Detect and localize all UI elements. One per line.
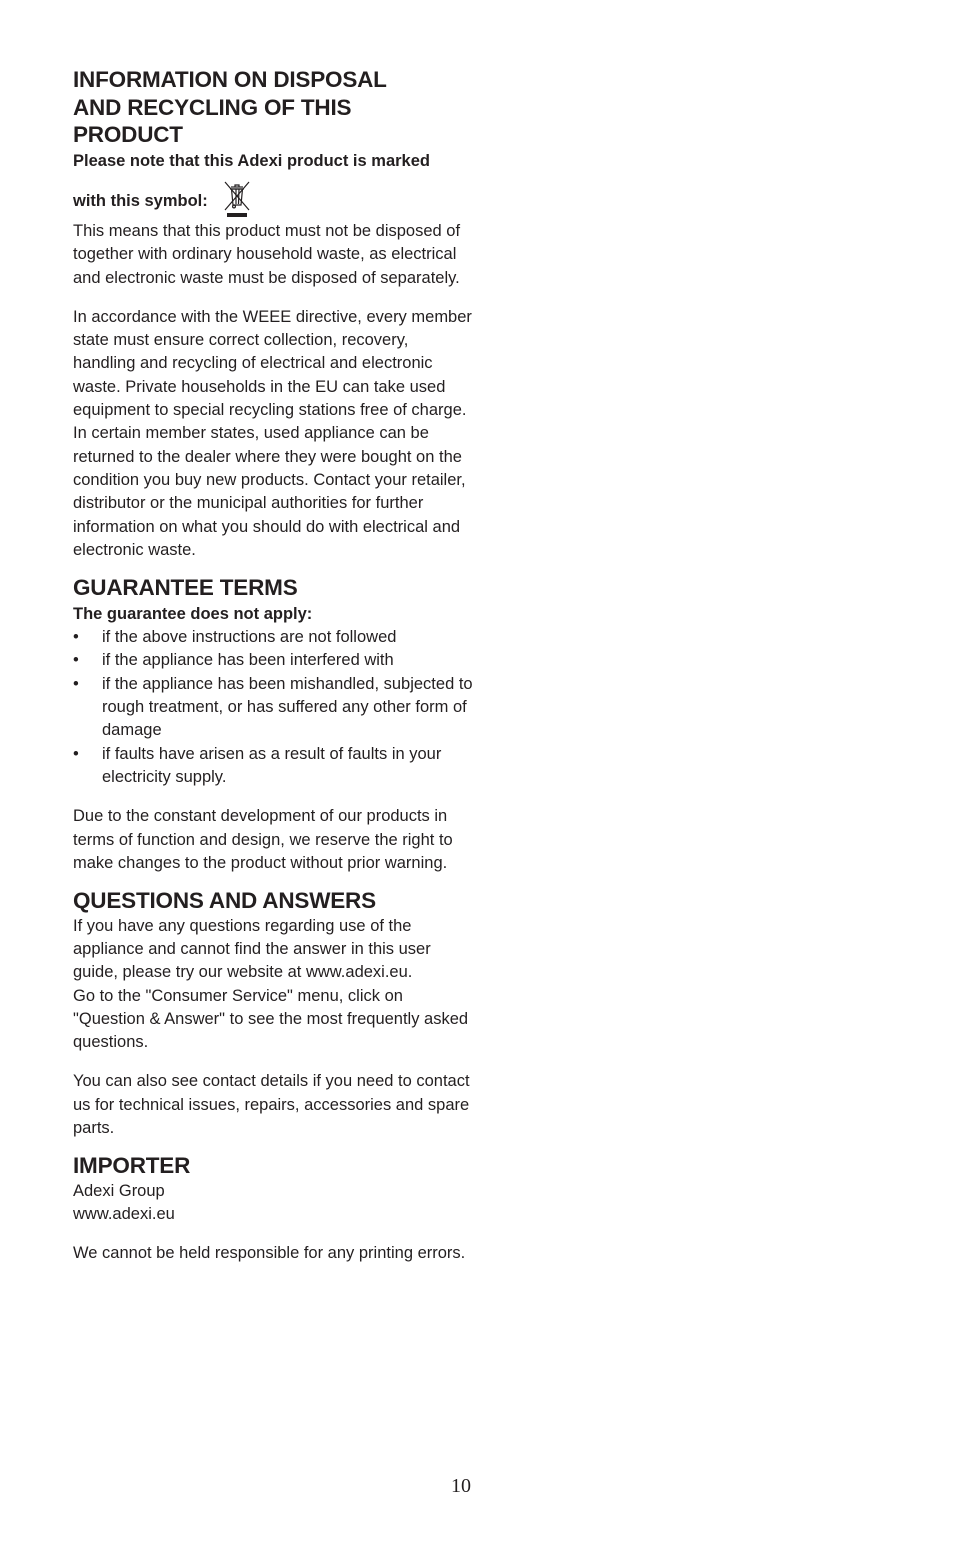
importer-title: IMPORTER bbox=[73, 1153, 191, 1179]
disposal-title-line-2: AND RECYCLING OF THIS bbox=[73, 94, 352, 120]
guarantee-item-text: if the appliance has been interfered with bbox=[102, 651, 394, 670]
qa-paragraph-2: Go to the "Consumer Service" menu, click on "Question & Answer" to see the most frequently asked questions. bbox=[73, 986, 469, 1052]
crossed-out-wheelie-bin-icon bbox=[222, 179, 252, 219]
guarantee-item-text: if the above instructions are not followed bbox=[102, 628, 397, 647]
guarantee-list bbox=[73, 626, 473, 789]
bullet-icon: • bbox=[73, 744, 79, 763]
guarantee-list-item bbox=[73, 743, 473, 790]
importer-disclaimer: We cannot be held responsible for any printing errors. bbox=[73, 1244, 466, 1263]
bullet-icon: • bbox=[73, 674, 79, 693]
page-column bbox=[73, 66, 473, 1266]
guarantee-title: GUARANTEE TERMS bbox=[73, 575, 298, 601]
disposal-note-line-2: with this symbol: bbox=[73, 191, 208, 210]
guarantee-list-item bbox=[73, 649, 473, 672]
importer-website: www.adexi.eu bbox=[73, 1205, 175, 1224]
guarantee-item-text: if the appliance has been mishandled, subjected to rough treatment, or has suffered any other form of damage bbox=[102, 674, 473, 740]
disposal-title-line-1: INFORMATION ON DISPOSAL bbox=[73, 67, 387, 92]
guarantee-item-text: if faults have arisen as a result of faults in your electricity supply. bbox=[102, 744, 442, 786]
guarantee-list-item bbox=[73, 673, 473, 743]
bullet-icon: • bbox=[73, 628, 79, 647]
page-number: 10 bbox=[451, 1475, 471, 1497]
disposal-paragraph-2: In accordance with the WEEE directive, every member state must ensure correct collection, recovery, handling and recycling of electrical and electronic waste. Private households in the EU can take used equipment to special recycling stations free of charge. In certain member states, used appliance can be returned to the dealer where they were bought on the condition you buy new products. Contact your retailer, distributor or the municipal authorities for further information on what you should do with electrical and electronic waste. bbox=[73, 307, 472, 559]
guarantee-paragraph: Due to the constant development of our products in terms of function and design, we reserve the right to make changes to the product without prior warning. bbox=[73, 807, 453, 872]
disposal-note-line-1: Please note that this Adexi product is marked bbox=[73, 151, 430, 170]
importer-company: Adexi Group bbox=[73, 1181, 165, 1200]
qa-paragraph-3: You can also see contact details if you need to contact us for technical issues, repairs, accessories and spare parts. bbox=[73, 1072, 470, 1137]
disposal-paragraph-1: This means that this product must not be disposed of together with ordinary household waste, as electrical and electronic waste must be disposed of separately. bbox=[73, 222, 461, 287]
bullet-icon: • bbox=[73, 651, 79, 670]
disposal-title bbox=[73, 66, 473, 149]
guarantee-list-item bbox=[73, 626, 473, 649]
qa-title: QUESTIONS AND ANSWERS bbox=[73, 888, 376, 914]
disposal-note bbox=[73, 150, 473, 214]
qa-paragraph-1: If you have any questions regarding use of the appliance and cannot find the answer in this user guide, please try our website at www.adexi.eu. bbox=[73, 916, 431, 982]
guarantee-subtitle: The guarantee does not apply: bbox=[73, 604, 313, 623]
disposal-note-symbol-line bbox=[73, 173, 473, 213]
disposal-title-line-3: PRODUCT bbox=[73, 122, 183, 147]
